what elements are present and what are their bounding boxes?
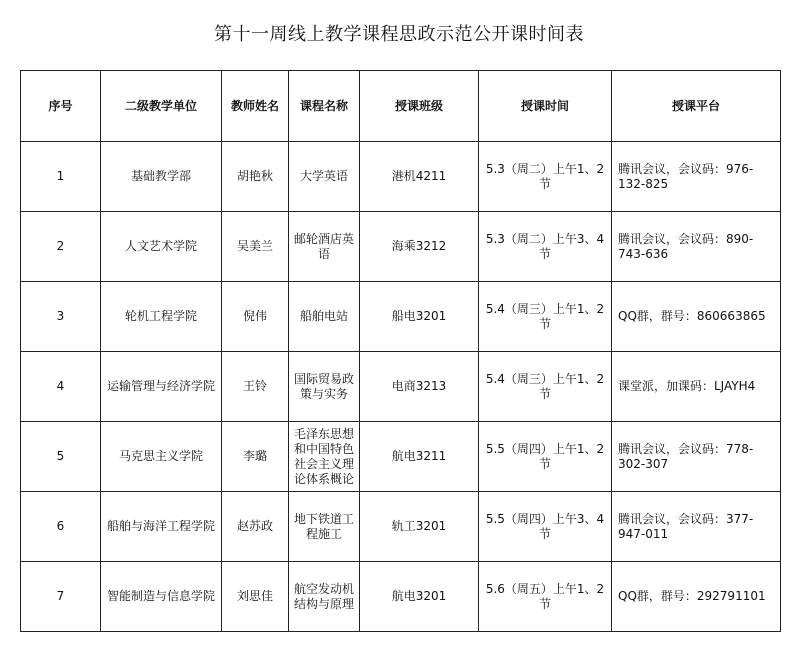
cell-time: 5.6（周五）上午1、2节 xyxy=(479,562,612,632)
table-row xyxy=(21,282,781,352)
header-class: 授课班级 xyxy=(360,71,479,142)
cell-class: 电商3213 xyxy=(360,352,479,422)
cell-course: 国际贸易政策与实务 xyxy=(289,352,360,422)
cell-platform: 腾讯会议，会议码：976-132-825 xyxy=(612,142,781,212)
cell-class: 港机4211 xyxy=(360,142,479,212)
cell-unit: 人文艺术学院 xyxy=(101,212,222,282)
cell-time: 5.3（周二）上午3、4节 xyxy=(479,212,612,282)
table-row xyxy=(21,562,781,632)
cell-course: 大学英语 xyxy=(289,142,360,212)
table-row xyxy=(21,142,781,212)
cell-course: 航空发动机结构与原理 xyxy=(289,562,360,632)
cell-unit: 智能制造与信息学院 xyxy=(101,562,222,632)
table-row xyxy=(21,212,781,282)
page-title: 第十一周线上教学课程思政示范公开课时间表 xyxy=(214,24,584,45)
cell-class: 航电3201 xyxy=(360,562,479,632)
cell-unit: 基础教学部 xyxy=(101,142,222,212)
cell-time: 5.5（周四）上午1、2节 xyxy=(479,422,612,492)
table-row xyxy=(21,492,781,562)
cell-course: 邮轮酒店英语 xyxy=(289,212,360,282)
cell-teacher: 胡艳秋 xyxy=(222,142,289,212)
cell-unit: 船舶与海洋工程学院 xyxy=(101,492,222,562)
cell-platform: 课堂派，加课码：LJAYH4 xyxy=(612,352,781,422)
cell-teacher: 王铃 xyxy=(222,352,289,422)
cell-class: 航电3211 xyxy=(360,422,479,492)
header-course: 课程名称 xyxy=(289,71,360,142)
table-row xyxy=(21,352,781,422)
header-row xyxy=(21,71,781,142)
cell-platform: QQ群，群号：292791101 xyxy=(612,562,781,632)
cell-platform: QQ群，群号：860663865 xyxy=(612,282,781,352)
cell-no: 5 xyxy=(21,422,101,492)
header-unit: 二级教学单位 xyxy=(101,71,222,142)
cell-platform: 腾讯会议，会议码：890-743-636 xyxy=(612,212,781,282)
cell-teacher: 赵苏政 xyxy=(222,492,289,562)
header-teacher: 教师姓名 xyxy=(222,71,289,142)
header-no: 序号 xyxy=(21,71,101,142)
cell-no: 3 xyxy=(21,282,101,352)
cell-teacher: 刘思佳 xyxy=(222,562,289,632)
cell-unit: 运输管理与经济学院 xyxy=(101,352,222,422)
cell-no: 7 xyxy=(21,562,101,632)
cell-no: 1 xyxy=(21,142,101,212)
cell-time: 5.4（周三）上午1、2节 xyxy=(479,282,612,352)
cell-platform: 腾讯会议，会议码：778-302-307 xyxy=(612,422,781,492)
cell-class: 轨工3201 xyxy=(360,492,479,562)
cell-unit: 马克思主义学院 xyxy=(101,422,222,492)
cell-teacher: 倪伟 xyxy=(222,282,289,352)
cell-platform: 腾讯会议，会议码：377-947-011 xyxy=(612,492,781,562)
cell-class: 船电3201 xyxy=(360,282,479,352)
cell-no: 2 xyxy=(21,212,101,282)
cell-time: 5.4（周三）上午1、2节 xyxy=(479,352,612,422)
table-row xyxy=(21,422,781,492)
cell-teacher: 吴美兰 xyxy=(222,212,289,282)
header-time: 授课时间 xyxy=(479,71,612,142)
cell-class: 海乘3212 xyxy=(360,212,479,282)
schedule-table xyxy=(20,70,781,632)
cell-teacher: 李璐 xyxy=(222,422,289,492)
cell-time: 5.3（周二）上午1、2节 xyxy=(479,142,612,212)
cell-unit: 轮机工程学院 xyxy=(101,282,222,352)
header-platform: 授课平台 xyxy=(612,71,781,142)
cell-no: 6 xyxy=(21,492,101,562)
cell-course: 地下铁道工程施工 xyxy=(289,492,360,562)
cell-no: 4 xyxy=(21,352,101,422)
cell-time: 5.5（周四）上午3、4节 xyxy=(479,492,612,562)
cell-course: 毛泽东思想和中国特色社会主义理论体系概论 xyxy=(289,422,360,492)
cell-course: 船舶电站 xyxy=(289,282,360,352)
